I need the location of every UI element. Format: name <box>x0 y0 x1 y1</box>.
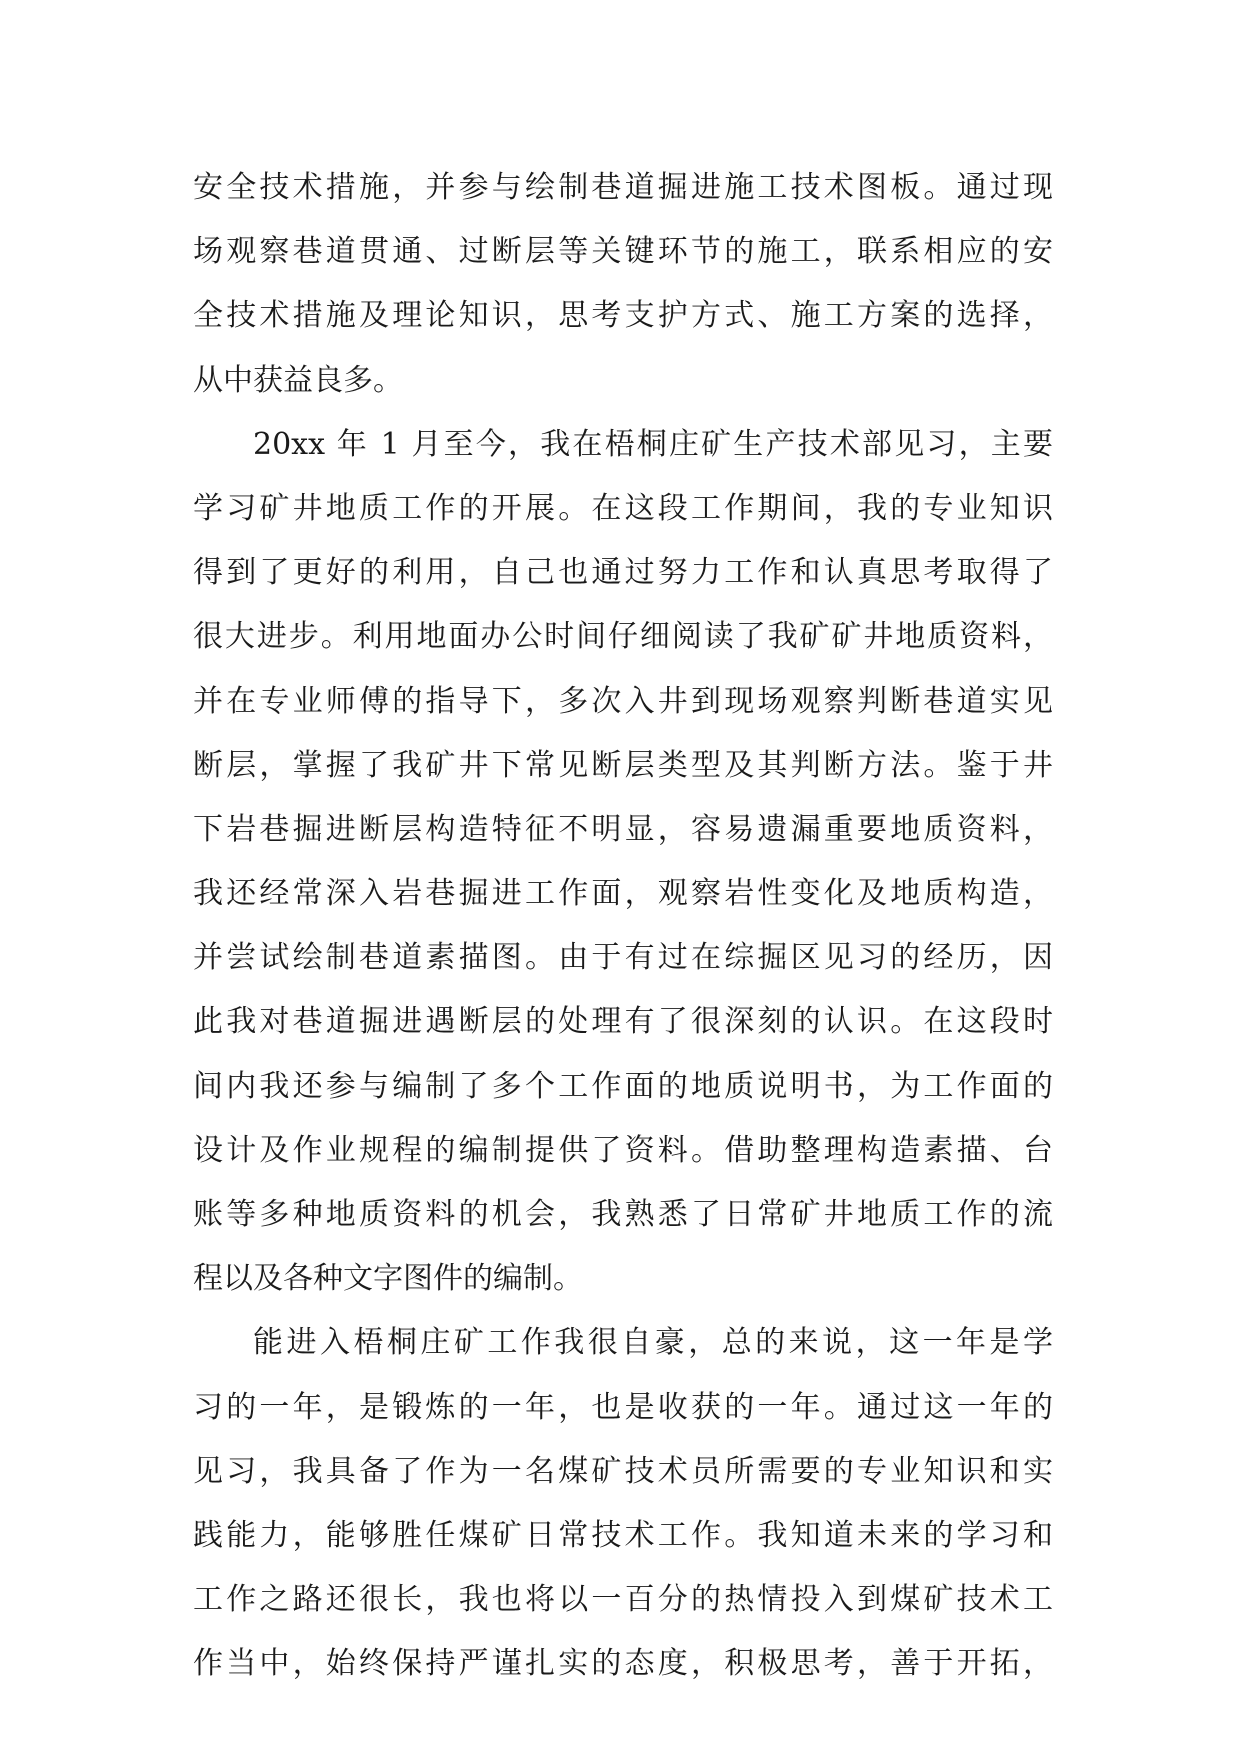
text-line: 工作之路还很长，我也将以一百分的热情投入到煤矿技术工 <box>193 1582 1053 1618</box>
text-line: 得到了更好的利用，自己也通过努力工作和认真思考取得了 <box>193 555 1053 591</box>
body-text <box>193 156 1053 1697</box>
text-line: 并在专业师傅的指导下，多次入井到现场观察判断巷道实见 <box>193 683 1053 719</box>
text-line: 习的一年，是锻炼的一年，也是收获的一年。通过这一年的 <box>193 1389 1053 1425</box>
text-line: 20xx 年 1 月至今，我在梧桐庄矿生产技术部见习，主要 <box>253 426 1053 462</box>
text-line: 场观察巷道贯通、过断层等关键环节的施工，联系相应的安 <box>193 234 1053 270</box>
text-line: 很大进步。利用地面办公时间仔细阅读了我矿矿井地质资料， <box>193 619 1053 655</box>
text-line: 我还经常深入岩巷掘进工作面，观察岩性变化及地质构造， <box>193 876 1053 912</box>
text-line: 践能力，能够胜任煤矿日常技术工作。我知道未来的学习和 <box>193 1517 1053 1553</box>
text-line: 并尝试绘制巷道素描图。由于有过在综掘区见习的经历，因 <box>193 940 1053 976</box>
text-line: 设计及作业规程的编制提供了资料。借助整理构造素描、台 <box>193 1132 1053 1168</box>
paragraph-3 <box>193 1311 1053 1696</box>
text-line: 能进入梧桐庄矿工作我很自豪，总的来说，这一年是学 <box>253 1325 1053 1361</box>
text-line: 从中获益良多。 <box>193 362 403 398</box>
text-line: 账等多种地质资料的机会，我熟悉了日常矿井地质工作的流 <box>193 1197 1053 1232</box>
text-line: 安全技术措施，并参与绘制巷道掘进施工技术图板。通过现 <box>193 170 1053 205</box>
paragraph-1 <box>193 156 1053 413</box>
text-line: 全技术措施及理论知识，思考支护方式、施工方案的选择， <box>193 298 1053 334</box>
text-line: 断层，掌握了我矿井下常见断层类型及其判断方法。鉴于井 <box>193 747 1053 783</box>
text-line: 学习矿井地质工作的开展。在这段工作期间，我的专业知识 <box>193 490 1053 526</box>
text-line: 此我对巷道掘进遇断层的处理有了很深刻的认识。在这段时 <box>193 1004 1053 1040</box>
text-line: 程以及各种文字图件的编制。 <box>193 1261 583 1297</box>
text-line: 间内我还参与编制了多个工作面的地质说明书，为工作面的 <box>193 1068 1053 1104</box>
paragraph-2 <box>193 413 1053 1312</box>
text-line: 下岩巷掘进断层构造特征不明显，容易遗漏重要地质资料， <box>193 811 1053 847</box>
text-line: 见习，我具备了作为一名煤矿技术员所需要的专业知识和实 <box>193 1453 1053 1489</box>
text-line: 作当中，始终保持严谨扎实的态度，积极思考，善于开拓， <box>193 1646 1053 1682</box>
